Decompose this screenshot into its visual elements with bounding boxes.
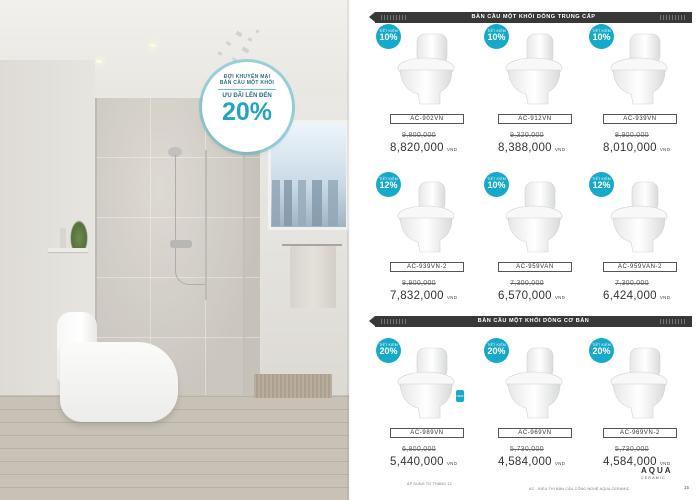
- badge-label: TIẾT KIỆM: [379, 343, 398, 347]
- old-price: 6,800,000: [402, 446, 436, 453]
- bathroom-photo: [0, 0, 349, 500]
- model-code: AC-959VAN: [498, 262, 572, 272]
- new-price-value: 8,388,000: [498, 142, 552, 154]
- promo-divider: [218, 89, 276, 90]
- old-price: 8,900,000: [402, 280, 436, 287]
- new-price-value: 8,820,000: [390, 142, 444, 154]
- discount-percent: 20%: [592, 346, 611, 356]
- brand-sub: CERAMIC: [641, 476, 666, 480]
- toilet-illustration: [392, 342, 462, 422]
- discount-badge: [376, 172, 401, 197]
- discount-badge: [376, 24, 401, 49]
- product-card[interactable]: [376, 338, 476, 480]
- old-price: 5,730,000: [615, 446, 649, 453]
- toilet-illustration: [500, 176, 570, 256]
- brand-logo: [641, 467, 691, 481]
- product-image: [500, 176, 570, 256]
- discount-badge: [484, 24, 509, 49]
- discount-badge: [589, 338, 614, 363]
- grip-decoration: [660, 15, 686, 20]
- new-price-value: 4,584,000: [498, 456, 552, 468]
- toilet-illustration: [605, 342, 675, 422]
- wall-shelf: [48, 248, 88, 252]
- discount-badge: [484, 172, 509, 197]
- currency: VND: [659, 461, 671, 466]
- product-card[interactable]: [376, 172, 476, 314]
- model-code: AC-989VN: [390, 428, 464, 438]
- currency: VND: [446, 461, 458, 466]
- currency: VND: [554, 295, 566, 300]
- model-code: AC-969VN: [498, 428, 572, 438]
- product-card[interactable]: [589, 24, 689, 166]
- grip-decoration: [660, 319, 686, 324]
- new-price-value: 8,010,000: [603, 142, 657, 154]
- promo-badge: [202, 62, 292, 152]
- discount-badge: [589, 24, 614, 49]
- toilet-illustration: [500, 28, 570, 108]
- currency: VND: [446, 147, 458, 152]
- toilet-illustration: [605, 28, 675, 108]
- model-code: AC-959VAN-2: [603, 262, 677, 272]
- product-image: [392, 176, 462, 256]
- new-price: [498, 456, 565, 468]
- model-code: AC-912VN: [498, 114, 572, 124]
- page-number: 15: [684, 485, 690, 490]
- discount-badge: [589, 172, 614, 197]
- badge-label: TIẾT KIỆM: [592, 29, 611, 33]
- currency: VND: [659, 147, 671, 152]
- toilet-illustration: [605, 176, 675, 256]
- badge-label: TIẾT KIỆM: [379, 29, 398, 33]
- discount-percent: 12%: [379, 180, 398, 190]
- new-tag: NEW: [456, 390, 464, 402]
- currency: VND: [554, 147, 566, 152]
- new-price: [603, 142, 670, 154]
- bath-rug: [254, 374, 332, 398]
- new-price-value: 5,440,000: [390, 456, 444, 468]
- old-price: 8,900,000: [615, 132, 649, 139]
- product-card[interactable]: [484, 172, 584, 314]
- model-code: AC-969VN-2: [603, 428, 677, 438]
- product-image: [500, 342, 570, 422]
- catalog-page: [349, 0, 700, 500]
- section-header-mid-range: [375, 12, 692, 23]
- wooden-floor: [0, 395, 349, 500]
- toilet-bowl: [60, 342, 178, 422]
- discount-percent: 10%: [592, 32, 611, 42]
- vase: [60, 228, 66, 248]
- product-card[interactable]: [484, 24, 584, 166]
- new-price: [498, 142, 565, 154]
- model-code: AC-939VN-2: [390, 262, 464, 272]
- toilet-illustration: [392, 176, 462, 256]
- product-image: [605, 342, 675, 422]
- discount-percent: 20%: [487, 346, 506, 356]
- product-card[interactable]: [376, 24, 476, 166]
- discount-percent: 12%: [592, 180, 611, 190]
- new-price: [498, 290, 565, 302]
- section-header-basic: [375, 316, 692, 327]
- product-card[interactable]: [589, 172, 689, 314]
- new-price: [390, 142, 457, 154]
- toilet-illustration: [500, 342, 570, 422]
- badge-label: TIẾT KIỆM: [487, 343, 506, 347]
- product-card[interactable]: [589, 338, 689, 480]
- section-title: BÀN CẦU MỘT KHỐI DÒNG CƠ BẢN: [477, 318, 590, 324]
- badge-label: TIẾT KIỆM: [487, 177, 506, 181]
- discount-badge: [484, 338, 509, 363]
- product-image: [500, 28, 570, 108]
- new-price-value: 6,570,000: [498, 290, 552, 302]
- old-price: 7,300,000: [615, 280, 649, 287]
- old-price: 9,320,000: [510, 132, 544, 139]
- product-image: [605, 28, 675, 108]
- old-price: 7,300,000: [510, 280, 544, 287]
- product-image: [392, 342, 462, 422]
- badge-label: TIẾT KIỆM: [487, 29, 506, 33]
- new-price-value: 4,584,000: [603, 456, 657, 468]
- discount-badge: [376, 338, 401, 363]
- old-price: 9,800,000: [402, 132, 436, 139]
- discount-percent: 10%: [487, 32, 506, 42]
- toilet-illustration: [392, 28, 462, 108]
- new-price: [390, 290, 457, 302]
- currency: VND: [554, 461, 566, 466]
- model-code: AC-902VN: [390, 114, 464, 124]
- promo-line2: BÀN CẦU MỘT KHỐI: [219, 80, 275, 86]
- new-price-value: 7,832,000: [390, 290, 444, 302]
- grip-decoration: [381, 15, 407, 20]
- ceiling-light: [150, 44, 156, 47]
- towel: [290, 246, 336, 308]
- plant: [70, 220, 88, 250]
- badge-label: TIẾT KIỆM: [592, 177, 611, 181]
- promo-line3: ƯU ĐÃI LÊN ĐẾN: [222, 93, 272, 99]
- discount-percent: 10%: [487, 180, 506, 190]
- promo-line1: ĐỢI KHUYẾN MẠI: [223, 74, 271, 80]
- brand-name: AQUA: [641, 466, 673, 475]
- currency: VND: [659, 295, 671, 300]
- product-image: [392, 28, 462, 108]
- promo-value: 20%: [221, 98, 273, 126]
- new-price: [390, 456, 457, 468]
- old-price: 5,730,000: [510, 446, 544, 453]
- discount-percent: 20%: [379, 346, 398, 356]
- badge-label: TIẾT KIỆM: [592, 343, 611, 347]
- product-image: [605, 176, 675, 256]
- currency: VND: [446, 295, 458, 300]
- page-spine: [347, 0, 351, 500]
- discount-percent: 10%: [379, 32, 398, 42]
- footnote: ÁP DỤNG TỪ THÁNG 12: [407, 482, 452, 486]
- new-price-value: 6,424,000: [603, 290, 657, 302]
- section-title: BÀN CẦU MỘT KHỐI DÒNG TRUNG CẤP: [471, 14, 596, 20]
- model-code: AC-939VN: [603, 114, 677, 124]
- ceiling-light: [96, 60, 102, 63]
- product-card[interactable]: [484, 338, 584, 480]
- tagline: AC - BIỂU THỊ BÀN CẦU CÔNG NGHỆ AQUA CERAMIC: [529, 487, 630, 491]
- grip-decoration: [381, 319, 407, 324]
- new-price: [603, 290, 670, 302]
- badge-label: TIẾT KIỆM: [379, 177, 398, 181]
- city-view: [272, 180, 346, 226]
